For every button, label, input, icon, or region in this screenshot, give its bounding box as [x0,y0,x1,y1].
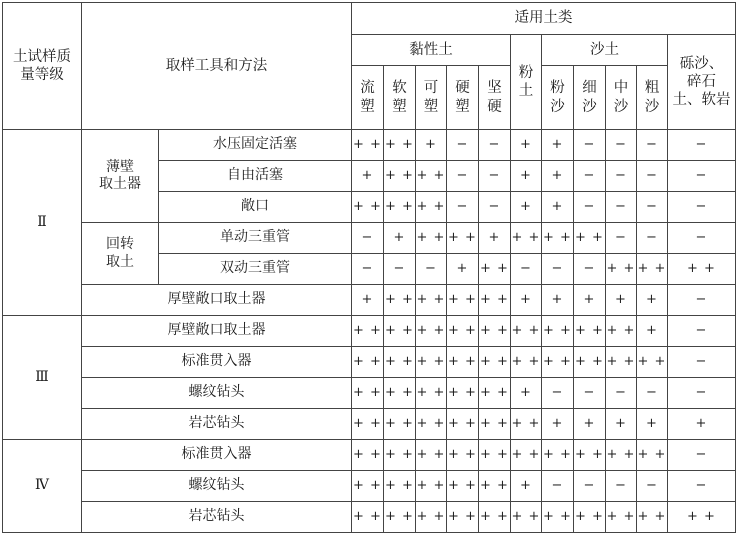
cell: − [574,471,606,502]
cell: − [637,192,668,223]
cell: + + [479,285,511,316]
cell: + + [352,192,384,223]
cell: − [606,130,637,161]
group-thin-wall: 薄壁 取土器 [82,130,159,223]
cell: + + [352,471,384,502]
cell: + + [606,347,637,378]
cell: − [416,254,447,285]
cell: + + [352,409,384,440]
cell: + + [416,409,447,440]
cell: + + [384,285,416,316]
cell: − [447,161,479,192]
cell: + + [352,316,384,347]
cell: − [606,471,637,502]
header-cohesive: 黏性土 [352,35,511,66]
cell: + + [416,347,447,378]
cell: + [511,285,542,316]
cell: + + [574,347,606,378]
tool-name: 双动三重管 [159,254,352,285]
cell: + [542,285,574,316]
cell: + + [606,440,637,471]
tool-name: 厚壁敞口取土器 [82,285,352,316]
cell: + [352,161,384,192]
grade-ii: Ⅱ [3,130,82,316]
cell: + + [637,502,668,533]
cell: + + [479,502,511,533]
cell: + [511,161,542,192]
cell: + + [352,440,384,471]
header-silt: 粉 土 [511,35,542,130]
cell: + + [479,378,511,409]
cell: − [352,254,384,285]
header-tool: 取样工具和方法 [82,3,352,130]
tool-name: 厚壁敞口取土器 [82,316,352,347]
header-grade: 土试样质 量等级 [3,3,82,130]
header-applicable-soils: 适用土类 [352,3,736,35]
cell: − [574,161,606,192]
tool-name: 岩芯钻头 [82,409,352,440]
cell: − [668,471,736,502]
cell: + [542,192,574,223]
cell: + + [479,254,511,285]
cell: − [606,192,637,223]
cell: + + [479,471,511,502]
cell: + [637,285,668,316]
cell: + + [352,502,384,533]
cell: − [606,161,637,192]
cell: − [637,161,668,192]
cell: + + [384,161,416,192]
table-row [3,130,736,161]
cell: − [606,223,637,254]
cell: − [574,192,606,223]
cell: + + [416,285,447,316]
cell: + [479,223,511,254]
cell: + + [416,192,447,223]
tool-name: 单动三重管 [159,223,352,254]
cell: + + [352,130,384,161]
cell: + [542,130,574,161]
cell: + + [668,254,736,285]
cell: − [447,192,479,223]
cell: − [479,161,511,192]
cell: + + [511,440,542,471]
cell: − [511,254,542,285]
group-rotary: 回转 取土 [82,223,159,285]
header-coarse-sand: 粗 沙 [637,66,668,130]
table-row [3,502,736,533]
cell: − [479,130,511,161]
cell: + + [574,440,606,471]
cell: + + [637,254,668,285]
cell: − [637,378,668,409]
cell: + + [637,440,668,471]
cell: + [542,161,574,192]
cell: + + [542,223,574,254]
tool-name: 岩芯钻头 [82,502,352,533]
cell: − [574,130,606,161]
cell: + + [416,440,447,471]
cell: + + [352,378,384,409]
cell: + + [416,378,447,409]
tool-name: 自由活塞 [159,161,352,192]
cell: + [384,223,416,254]
table-row [3,347,736,378]
cell: + + [637,347,668,378]
cell: + + [384,409,416,440]
cell: + + [447,316,479,347]
header-plastic: 可 塑 [416,66,447,130]
cell: + + [447,409,479,440]
cell: + + [511,223,542,254]
cell: + + [511,409,542,440]
tool-name: 标准贯入器 [82,347,352,378]
cell: − [668,440,736,471]
soil-sampling-table [2,2,736,533]
cell: − [542,378,574,409]
tool-name: 螺纹钻头 [82,378,352,409]
cell: + + [542,502,574,533]
cell: − [637,471,668,502]
header-fine-sand: 细 沙 [574,66,606,130]
header-hard-plastic: 硬 塑 [447,66,479,130]
cell: + + [511,502,542,533]
cell: − [637,130,668,161]
header-stiff: 坚 硬 [479,66,511,130]
cell: − [384,254,416,285]
header-medium-sand: 中 沙 [606,66,637,130]
table-row [3,409,736,440]
cell: + [511,192,542,223]
cell: + + [479,347,511,378]
cell: + + [416,316,447,347]
tool-name: 敞口 [159,192,352,223]
cell: + + [447,347,479,378]
cell: − [574,378,606,409]
header-sand: 沙土 [542,35,668,66]
grade-iv: Ⅳ [3,440,82,533]
cell: + + [416,502,447,533]
cell: − [352,223,384,254]
cell: + + [479,440,511,471]
cell: + + [542,440,574,471]
cell: + + [606,254,637,285]
cell: − [542,254,574,285]
cell: + [574,285,606,316]
cell: + + [416,161,447,192]
table-row [3,316,736,347]
cell: + + [384,502,416,533]
cell: + + [542,347,574,378]
cell: − [668,192,736,223]
cell: − [668,223,736,254]
cell: − [574,254,606,285]
cell: + + [447,440,479,471]
tool-name: 螺纹钻头 [82,471,352,502]
cell: + [416,130,447,161]
cell: + [542,409,574,440]
cell: − [479,192,511,223]
table-row [3,285,736,316]
cell: + [447,254,479,285]
table-row [3,471,736,502]
cell: − [668,285,736,316]
cell: + [511,130,542,161]
table-row [3,223,736,254]
cell: + [606,409,637,440]
cell: + [668,409,736,440]
cell: + + [511,347,542,378]
cell: + + [574,502,606,533]
cell: + + [574,316,606,347]
cell: + + [416,471,447,502]
tool-name: 标准贯入器 [82,440,352,471]
cell: − [606,378,637,409]
cell: + [574,409,606,440]
cell: + [637,409,668,440]
cell: + + [384,440,416,471]
cell: − [668,316,736,347]
cell: + + [574,223,606,254]
table-row [3,378,736,409]
cell: + + [384,378,416,409]
grade-iii: Ⅲ [3,316,82,440]
cell: + + [384,347,416,378]
table-row [3,440,736,471]
cell: + + [384,316,416,347]
cell: + + [447,223,479,254]
header-silty-sand: 粉 沙 [542,66,574,130]
cell: + + [447,471,479,502]
cell: + + [447,378,479,409]
cell: + + [511,316,542,347]
cell: + [606,285,637,316]
cell: − [668,378,736,409]
cell: + + [606,502,637,533]
header-soft-plastic: 软 塑 [384,66,416,130]
cell: − [668,130,736,161]
cell: − [668,161,736,192]
cell: + + [606,316,637,347]
cell: − [542,471,574,502]
cell: + + [384,471,416,502]
cell: + + [479,316,511,347]
header-gravel: 砾沙、 碎石 土、软岩 [668,35,736,130]
cell: + + [384,130,416,161]
cell: + + [479,409,511,440]
cell: + + [447,285,479,316]
cell: − [447,130,479,161]
cell: + + [416,223,447,254]
cell: + [511,378,542,409]
cell: + [511,471,542,502]
cell: + [637,316,668,347]
cell: + + [668,502,736,533]
header-flow-plastic: 流 塑 [352,66,384,130]
cell: + [352,285,384,316]
cell: + + [542,316,574,347]
cell: + + [384,192,416,223]
cell: + + [447,502,479,533]
tool-name: 水压固定活塞 [159,130,352,161]
cell: − [668,347,736,378]
cell: + + [352,347,384,378]
cell: − [637,223,668,254]
